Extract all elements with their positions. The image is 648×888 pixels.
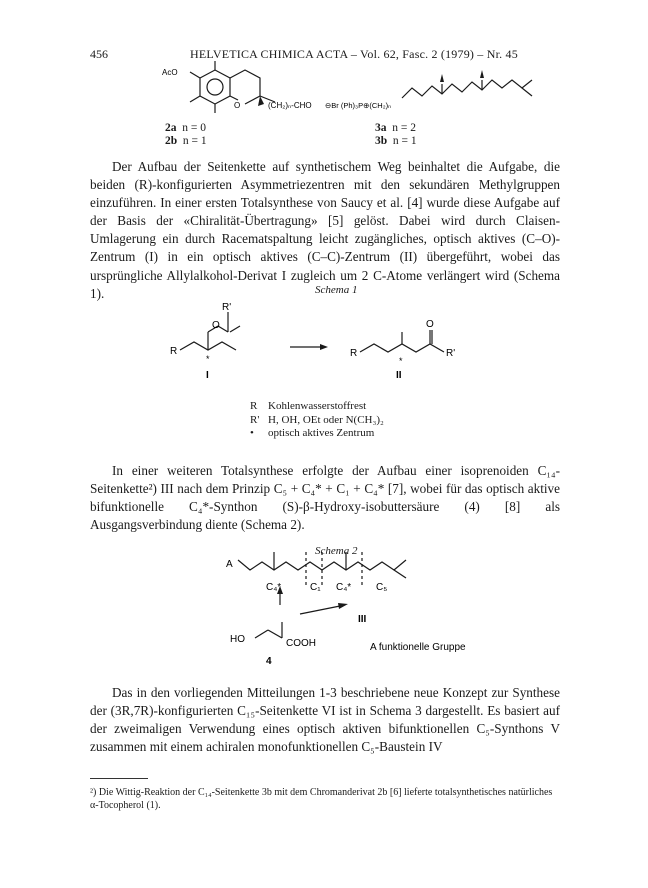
carboxyl-label: COOH (286, 638, 316, 649)
schema-2-diagram (210, 550, 530, 675)
footnote-rule (90, 778, 148, 779)
phosphonium-label: ⊖Br (Ph)₃P⊕(CH₂)ₙ (325, 101, 392, 110)
compound-i-label: I (206, 370, 209, 381)
r-label-right: R (350, 348, 358, 359)
legend-row: • optisch aktives Zentrum (250, 427, 375, 439)
compound-labels-left (165, 122, 207, 148)
schema-1-legend (250, 400, 384, 441)
c4-star-label-left: C₄* (266, 582, 282, 593)
schema-1-diagram (170, 292, 490, 387)
star-left: * (206, 354, 210, 364)
c1-label: C₁ (310, 582, 321, 593)
ring-oxygen-label: O (234, 101, 241, 110)
legend-row: R Kohlenwasserstoffrest (250, 400, 367, 412)
r-prime-label-right: R' (446, 348, 456, 359)
compound-2b: 2b (165, 135, 178, 147)
schema-1-title: Schema 1 (315, 284, 358, 296)
paragraph-2 (90, 462, 560, 534)
hydroxyl-label: HO (230, 634, 245, 645)
compound-ii-label: II (396, 370, 402, 381)
paragraph-3 (90, 684, 560, 756)
paragraph-2-text: In einer weiteren Totalsynthese erfolgte der Aufbau einer isoprenoiden C₁₄-Seitenkette²) III nach dem Prinzip C₅ + C₄* + C₁ + C₄* [7], wobei für das optisch aktive bifunktionelle C₄*-Synthon (S)-β-Hydroxy-isobuttersäure (4) [8] als Ausgangsverbindung diente (Schema 2). (90, 463, 560, 533)
chroman-and-phosphonium-figure (140, 58, 540, 123)
schema-2-legend: A funktionelle Gruppe (370, 642, 466, 653)
footnote-text: Die Wittig-Reaktion der C₁₄-Seitenkette 3b mit dem Chromanderivat 2b [6] lieferte totalsynthetisches natürliches α-Tocopherol (1). (90, 787, 553, 811)
compound-2a: 2a (165, 122, 177, 134)
paragraph-1 (90, 158, 560, 303)
aldehyde-chain-label: (CH₂)ₙ-CHO (268, 101, 312, 110)
star-right: * (399, 356, 403, 366)
footnote-marker: ²) (90, 787, 97, 798)
compound-3a-cond: n = 2 (392, 122, 416, 134)
compound-2a-cond: n = 0 (182, 122, 206, 134)
schema-2-title: Schema 2 (315, 545, 358, 557)
c4-star-label-right: C₄* (336, 582, 352, 593)
legend-row: R' H, OH, OEt oder N(CH₃)₂ (250, 413, 384, 426)
c5-label: C₅ (376, 582, 388, 593)
compound-labels-right (375, 122, 417, 148)
compound-3b: 3b (375, 135, 388, 147)
footnote (90, 786, 560, 812)
compound-3b-cond: n = 1 (392, 135, 417, 147)
group-a-label: A (226, 559, 233, 570)
compound-3a: 3a (375, 122, 387, 134)
page-number: 456 (90, 47, 108, 61)
aco-label: AcO (162, 68, 178, 77)
running-title: HELVETICA CHIMICA ACTA – Vol. 62, Fasc. 2 (1979) – Nr. 45 (190, 47, 518, 61)
compound-2b-cond: n = 1 (182, 135, 207, 147)
r-prime-label-top: R' (222, 302, 232, 313)
r-label-left: R (170, 346, 178, 357)
oxygen-label-left: O (212, 320, 220, 331)
compound-4-label: 4 (266, 656, 272, 667)
paragraph-1-text: Der Aufbau der Seitenkette auf synthetischem Weg beinhaltet die Aufgabe, die beiden (R)-konfigurierten Asymmetriezentren mit den sekundären Methylgruppen einzuführen. In einer ersten Totalsynthese von Saucy et al. [4] wurde diese Aufgabe auf der Basis der «Chiralität-Übertragung» [5] gelöst. Dabei wird durch Claisen-Umlagerung ein durch Racematspaltung leicht zugängliches, optisch aktives (C–O)-Zentrum (I) in ein optisch aktives (C–C)-Zentrum (II) übergeführt, wobei das ursprüngliche Allylalkohol-Derivat I zugleich um 2 C-Atome verlängert wird (Schema 1). (90, 159, 560, 301)
oxygen-label-right: O (426, 319, 434, 330)
paragraph-3-text: Das in den vorliegenden Mitteilungen 1-3 beschriebene neue Konzept zur Synthese der (3R,7R)-konfigurierten C₁₅-Seitenkette VI ist in Schema 3 dargestellt. Es basiert auf der zweimaligen Verwendung eines optisch aktiven bifunktionellen C₅-Synthons V zusammen mit einem achiralen monofunktionellen C₅-Baustein IV (90, 685, 560, 755)
compound-iii-label: III (358, 614, 367, 625)
